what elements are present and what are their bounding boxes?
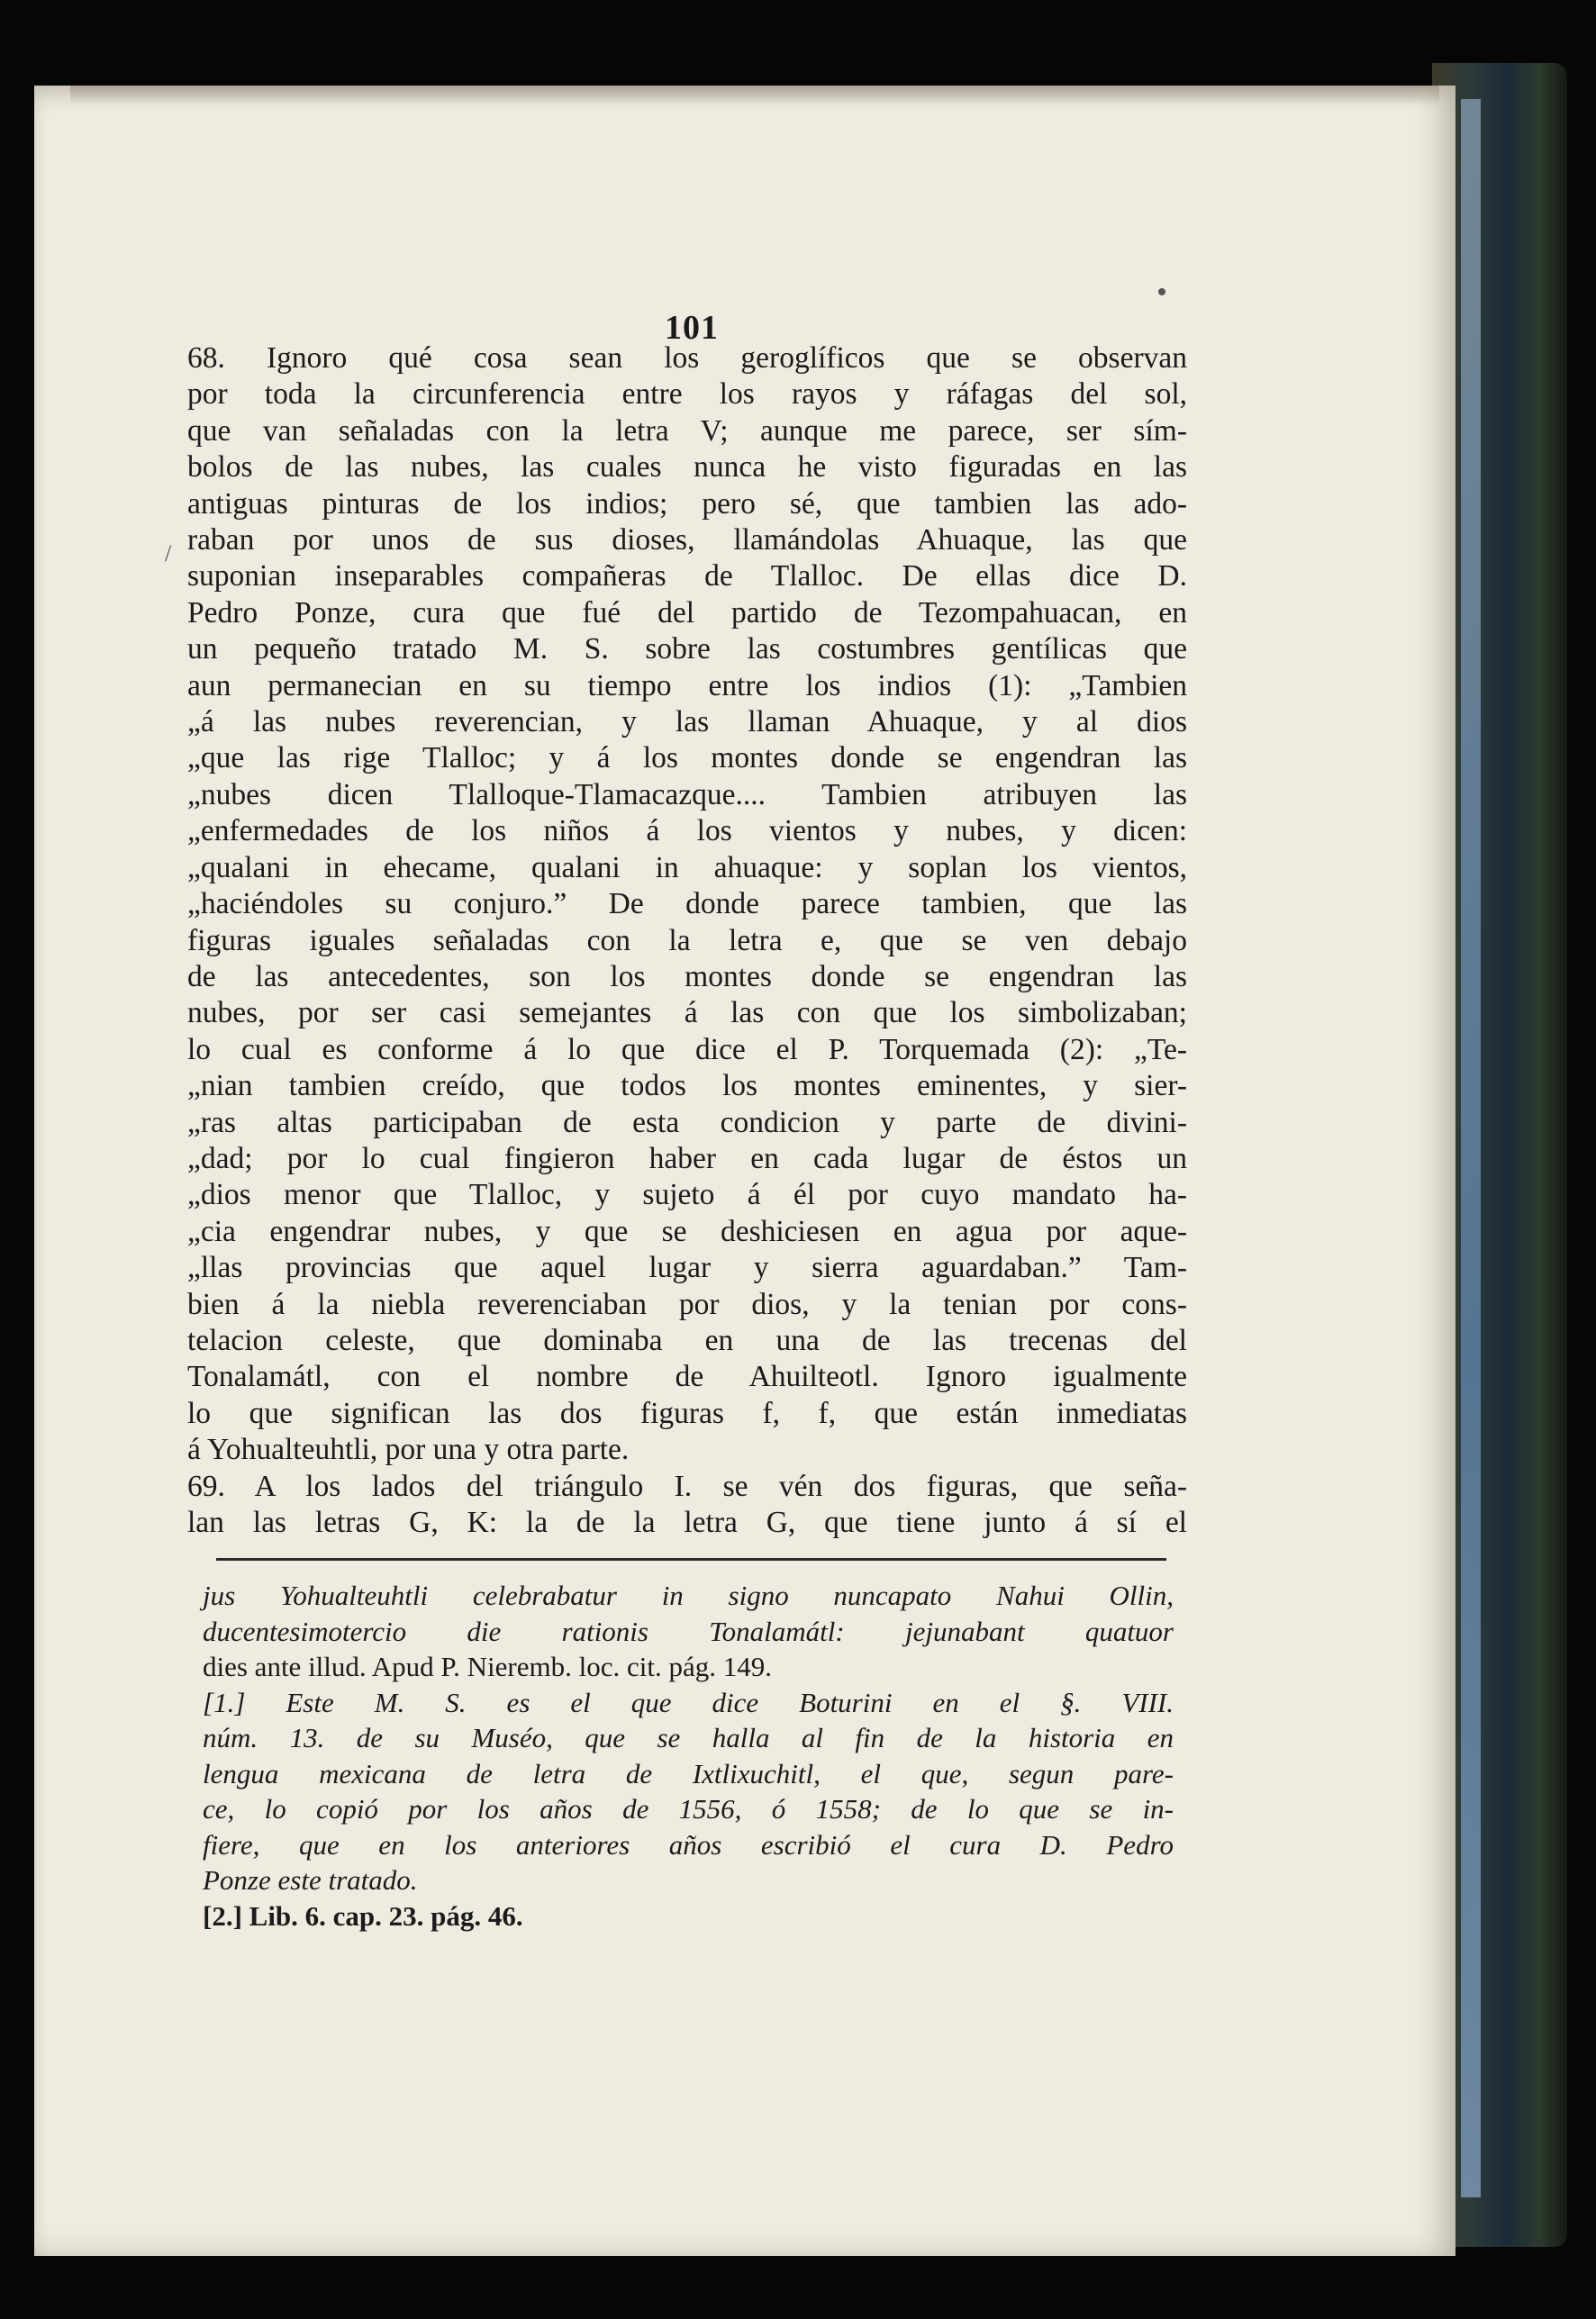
page-edge-strip bbox=[1461, 99, 1481, 2197]
footnote-line: [1.] Este M. S. es el que dice Boturini en el §. VIII. bbox=[203, 1686, 1174, 1718]
body-line: suponian inseparables compañeras de Tlalloc. De ellas dice D. bbox=[187, 559, 1187, 593]
body-line: „dios menor que Tlalloc, y sujeto á él por cuyo mandato ha- bbox=[187, 1178, 1187, 1212]
footnote-rule bbox=[216, 1558, 1166, 1561]
body-line: bolos de las nubes, las cuales nunca he visto figuradas en las bbox=[187, 450, 1187, 485]
footnote-line: fiere, que en los anteriores años escribió el cura D. Pedro bbox=[203, 1828, 1174, 1861]
body-line: lan las letras G, K: la de la letra G, que tiene junto á sí el bbox=[187, 1506, 1187, 1539]
margin-mark: / bbox=[165, 540, 172, 566]
body-line: Pedro Ponze, cura que fué del partido de Tezompahuacan, en bbox=[187, 595, 1187, 630]
body-line: „enfermedades de los niños á los vientos y nubes, y dicen: bbox=[187, 814, 1187, 848]
footnote-line: Ponze este tratado. bbox=[203, 1864, 418, 1896]
body-line: „llas provincias que aquel lugar y sierra aguardaban.” Tam- bbox=[187, 1251, 1187, 1285]
footnote-line: ducentesimotercio die rationis Tonalamátl: jejunabant quatuor bbox=[203, 1615, 1174, 1647]
body-line: „qualani in ehecame, qualani in ahuaque: y soplan los vientos, bbox=[187, 850, 1187, 884]
page-top-shadow bbox=[70, 86, 1439, 105]
body-line: bien á la niebla reverenciaban por dios, y la tenian por cons- bbox=[187, 1287, 1187, 1321]
body-line: telacion celeste, que dominaba en una de las trecenas del bbox=[187, 1323, 1187, 1357]
body-line: „dad; por lo cual fingieron haber en cada lugar de éstos un bbox=[187, 1141, 1187, 1175]
body-line: lo que significan las dos figuras f, f, que están inmediatas bbox=[187, 1396, 1187, 1430]
footnote-line: núm. 13. de su Muséo, que se halla al fin de la historia en bbox=[203, 1722, 1174, 1753]
body-line: „nubes dicen Tlalloque-Tlamacazque.... Tambien atribuyen las bbox=[187, 777, 1187, 811]
body-line: „que las rige Tlalloc; y á los montes donde se engendran las bbox=[187, 741, 1187, 775]
page-number: 101 bbox=[665, 309, 719, 347]
body-line: 69. A los lados del triángulo I. se vén dos figuras, que seña- bbox=[187, 1469, 1187, 1503]
ink-speck bbox=[1158, 288, 1165, 295]
body-text bbox=[187, 340, 1187, 1541]
body-line: á Yohualteuhtli, por una y otra parte. bbox=[187, 1433, 630, 1467]
body-line: que van señaladas con la letra V; aunque me parece, ser sím- bbox=[187, 413, 1187, 448]
footnote-line: ce, lo copió por los años de 1556, ó 1558; de lo que se in- bbox=[203, 1793, 1174, 1825]
footnote-line: [2.] Lib. 6. cap. 23. pág. 46. bbox=[203, 1899, 523, 1932]
body-line: figuras iguales señaladas con la letra e, que se ven debajo bbox=[187, 923, 1187, 957]
body-line: aun permanecian en su tiempo entre los indios (1): „Tambien bbox=[187, 668, 1187, 702]
body-line: „nian tambien creído, que todos los montes eminentes, y sier- bbox=[187, 1069, 1187, 1103]
body-line: 68. Ignoro qué cosa sean los geroglíficos que se observan bbox=[187, 341, 1187, 375]
body-line: por toda la circunferencia entre los rayos y ráfagas del sol, bbox=[187, 377, 1187, 412]
body-line: de las antecedentes, son los montes donde se engendran las bbox=[187, 959, 1187, 993]
body-line: nubes, por ser casi semejantes á las con que los simbolizaban; bbox=[187, 996, 1187, 1030]
body-line: „ras altas participaban de esta condicion y parte de divini- bbox=[187, 1105, 1187, 1139]
body-line: lo cual es conforme á lo que dice el P. Torquemada (2): „Te- bbox=[187, 1032, 1187, 1066]
body-line: „cia engendrar nubes, y que se deshiciesen en agua por aque- bbox=[187, 1214, 1187, 1248]
body-line: un pequeño tratado M. S. sobre las costumbres gentílicas que bbox=[187, 632, 1187, 666]
body-line: „haciéndoles su conjuro.” De donde parece tambien, que las bbox=[187, 887, 1187, 921]
body-line: raban por unos de sus dioses, llamándolas Ahuaque, las que bbox=[187, 523, 1187, 557]
body-line: antiguas pinturas de los indios; pero sé, que tambien las ado- bbox=[187, 486, 1187, 521]
body-line: „á las nubes reverencian, y las llaman Ahuaque, y al dios bbox=[187, 705, 1187, 739]
body-line: Tonalamátl, con el nombre de Ahuilteotl. Ignoro igualmente bbox=[187, 1360, 1187, 1394]
footnote-line: lengua mexicana de letra de Ixtlixuchitl, el que, segun pare- bbox=[203, 1757, 1174, 1789]
footnote-line: dies ante illud. Apud P. Nieremb. loc. cit. pág. 149. bbox=[203, 1651, 772, 1682]
footnote-line: jus Yohualteuhtli celebrabatur in signo nuncapato Nahui Ollin, bbox=[203, 1580, 1174, 1611]
footnotes bbox=[203, 1578, 1174, 1934]
